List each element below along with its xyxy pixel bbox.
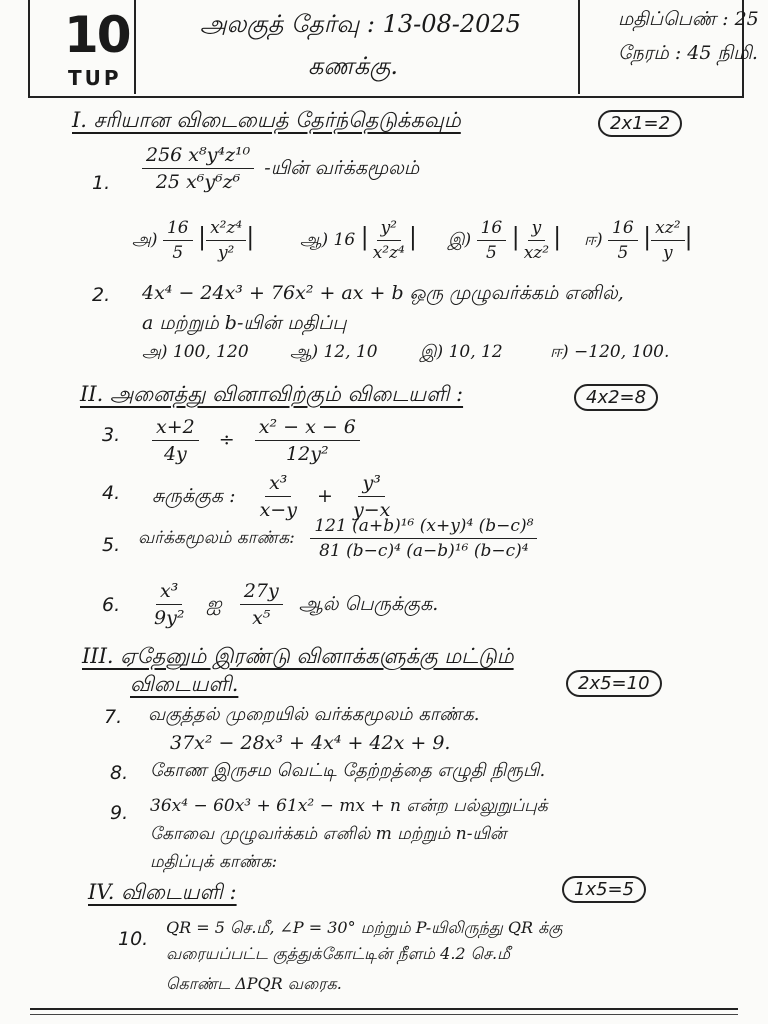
abs-bar: | xyxy=(511,223,520,251)
section-title: IV. விடையளி : xyxy=(88,880,237,904)
question-4 xyxy=(152,472,394,521)
numerator: y³ xyxy=(358,472,384,497)
fraction xyxy=(150,580,188,629)
fraction xyxy=(206,218,246,263)
fraction xyxy=(349,472,394,521)
option-label: ஆ) xyxy=(300,230,329,250)
section-title: I. சரியான விடையைத் தேர்ந்தெடுக்கவும் xyxy=(72,108,461,132)
question-number: 1. xyxy=(92,172,111,194)
option-c xyxy=(448,218,561,263)
grade-label: 10 xyxy=(64,6,130,64)
numerator: xz² xyxy=(651,218,684,241)
question-number: 6. xyxy=(102,594,121,616)
option-a xyxy=(132,218,254,263)
section-title-line2: விடையளி. xyxy=(130,672,239,696)
question-text: QR = 5 செ.மீ, ∠P = 30° மற்றும் P-யிலிருந்து QR க்கு xyxy=(166,918,563,937)
denominator: y² xyxy=(217,243,235,263)
abs-bar: | xyxy=(360,223,369,251)
numerator: 16 xyxy=(608,218,638,241)
option-label: இ) xyxy=(448,230,472,250)
numerator: x² − x − 6 xyxy=(255,416,360,441)
question-text: 37x² − 28x³ + 4x⁴ + 42x + 9. xyxy=(170,732,451,754)
question-1 xyxy=(142,144,419,193)
numerator: y² xyxy=(377,218,401,241)
option-label: ஈ) xyxy=(584,230,603,250)
question-5 xyxy=(138,516,537,561)
section-marks: 2x1=2 xyxy=(598,110,682,137)
fraction xyxy=(240,580,283,629)
code-label: TUP xyxy=(68,66,122,90)
numerator: 256 x⁸y⁴z¹⁰ xyxy=(142,144,254,169)
header-divider xyxy=(578,0,580,94)
denominator: x⁵ xyxy=(252,607,271,629)
denominator: x²z⁴ xyxy=(372,243,405,263)
coefficient: 16 xyxy=(333,230,356,250)
denominator: 4y xyxy=(163,443,187,465)
numerator: 27y xyxy=(240,580,283,605)
numerator: x³ xyxy=(265,472,291,497)
denominator: 81 (b−c)⁴ (a−b)¹⁶ (b−c)⁴ xyxy=(319,541,529,561)
question-number: 8. xyxy=(110,762,129,784)
fraction xyxy=(256,472,301,521)
fraction xyxy=(369,218,409,263)
question-number: 4. xyxy=(102,482,121,504)
numerator: x²z⁴ xyxy=(206,218,246,241)
question-text: வகுத்தல் முறையில் வர்க்கமூலம் காண்க. xyxy=(148,704,480,725)
question-text: ஐ xyxy=(206,592,222,615)
option-c: இ) 10, 12 xyxy=(420,342,503,362)
question-text: கோண இருசம வெட்டி தேற்றத்தை எழுதி நிரூபி. xyxy=(150,760,546,781)
denominator: x−y xyxy=(259,499,297,521)
abs-bar: | xyxy=(643,223,652,251)
question-text: 4x⁴ − 24x³ + 76x² + ax + b ஒரு முழுவர்க்கம் எனில், xyxy=(142,282,624,304)
exam-time: நேரம் : 45 நிமி. xyxy=(618,42,758,64)
section-marks: 4x2=8 xyxy=(574,384,658,411)
abs-bar: | xyxy=(684,223,693,251)
denominator: xz² xyxy=(523,243,550,263)
question-number: 5. xyxy=(102,534,121,556)
numerator: 16 xyxy=(477,218,507,241)
option-d xyxy=(584,218,693,263)
fraction xyxy=(142,144,254,193)
fraction xyxy=(163,218,193,263)
question-3 xyxy=(152,416,360,465)
question-text: வர்க்கமூலம் காண்க: xyxy=(138,528,295,548)
numerator: 121 (a+b)¹⁶ (x+y)⁴ (b−c)⁸ xyxy=(310,516,537,539)
numerator: 16 xyxy=(163,218,193,241)
denominator: 5 xyxy=(172,243,184,263)
question-text: வரையப்பட்ட குத்துக்கோட்டின் நீளம் 4.2 செ.மீ xyxy=(166,944,510,963)
subject-title: கணக்கு. xyxy=(308,52,399,80)
abs-bar: | xyxy=(197,223,207,251)
question-text: கோவை முழுவர்க்கம் எனில் m மற்றும் n-யின் xyxy=(150,824,507,844)
question-6 xyxy=(150,580,438,629)
question-text: -யின் வர்க்கமூலம் xyxy=(264,156,420,179)
fraction xyxy=(152,416,199,465)
question-number: 9. xyxy=(110,802,129,824)
bottom-rule xyxy=(30,1008,738,1010)
option-b xyxy=(300,218,417,263)
fraction xyxy=(651,218,684,263)
question-text: சுருக்குக : xyxy=(152,484,236,507)
bottom-rule xyxy=(30,1014,738,1015)
question-text: a மற்றும் b-யின் மதிப்பு xyxy=(142,312,347,334)
fraction xyxy=(255,416,360,465)
fraction xyxy=(608,218,638,263)
exam-title: அலகுத் தேர்வு : 13-08-2025 xyxy=(200,10,521,38)
denominator: 5 xyxy=(617,243,629,263)
question-text: ஆல் பெருக்குக. xyxy=(298,592,439,615)
question-number: 7. xyxy=(104,706,123,728)
operator: ÷ xyxy=(218,428,235,451)
question-number: 10. xyxy=(118,928,149,950)
denominator: y xyxy=(663,243,673,263)
question-text: 36x⁴ − 60x³ + 61x² − mx + n என்ற பல்லுறுப்புக் xyxy=(150,796,548,816)
denominator: 5 xyxy=(485,243,497,263)
fraction xyxy=(310,516,537,561)
option-b: ஆ) 12, 10 xyxy=(290,342,378,362)
question-text: மதிப்புக் காண்க: xyxy=(150,852,278,872)
question-text: கொண்ட ΔPQR வரைக. xyxy=(166,974,342,993)
denominator: 12y² xyxy=(286,443,329,465)
section-title: II. அனைத்து வினாவிற்கும் விடையளி : xyxy=(80,382,464,406)
option-a: அ) 100, 120 xyxy=(142,342,249,362)
option-d: ஈ) −120, 100. xyxy=(550,342,670,362)
fraction xyxy=(477,218,507,263)
section-marks: 2x5=10 xyxy=(566,670,662,697)
abs-bar: | xyxy=(246,223,255,251)
question-number: 3. xyxy=(102,424,121,446)
denominator: y−x xyxy=(352,499,391,521)
abs-bar: | xyxy=(408,223,417,251)
numerator: x³ xyxy=(156,580,182,605)
section-title: III. ஏதேனும் இரண்டு வினாக்களுக்கு மட்டும் xyxy=(82,644,514,668)
denominator: 25 x⁶y⁶z⁶ xyxy=(155,171,241,193)
abs-bar: | xyxy=(553,223,562,251)
operator: + xyxy=(317,484,333,507)
numerator: x+2 xyxy=(152,416,199,441)
option-label: அ) xyxy=(132,230,158,250)
denominator: 9y² xyxy=(154,607,185,629)
numerator: y xyxy=(528,218,546,241)
section-marks: 1x5=5 xyxy=(562,876,646,903)
header-divider xyxy=(134,0,136,94)
total-marks: மதிப்பெண் : 25 xyxy=(618,8,759,30)
fraction xyxy=(520,218,553,263)
question-number: 2. xyxy=(92,284,111,306)
header-box xyxy=(28,0,759,98)
